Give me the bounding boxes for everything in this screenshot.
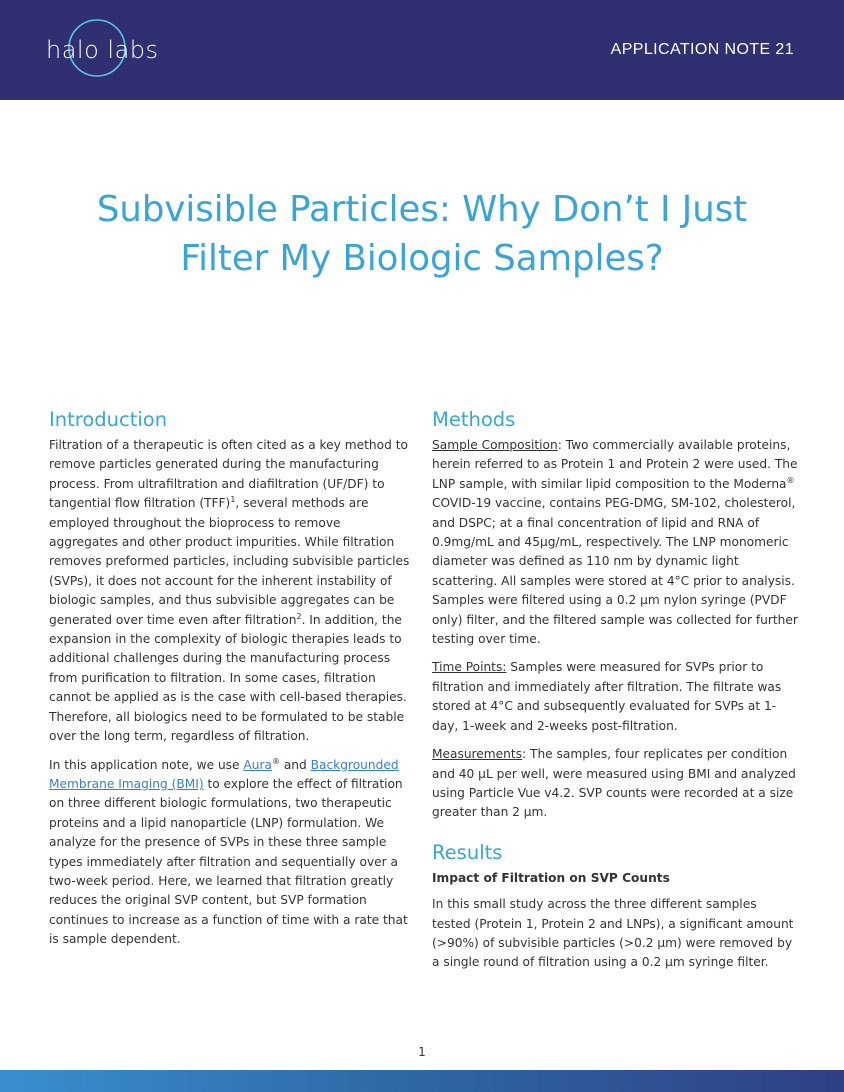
aura-link[interactable]: Aura xyxy=(243,757,272,772)
results-heading: Results xyxy=(432,840,503,864)
page-title xyxy=(40,185,804,283)
time-points-label: Time Points: xyxy=(432,660,507,675)
title-line-2: Filter My Biologic Samples? xyxy=(180,238,664,279)
title-line-1: Subvisible Particles: Why Don’t I Just xyxy=(96,189,748,230)
introduction-heading: Introduction xyxy=(49,408,168,431)
left-column xyxy=(49,406,411,959)
introduction-paragraph-2: In this application note, we use Aura® and Backgrounded Membrane Imaging (BMI) to explore the effect of filtration on three different biologic formulations, two therapeutic proteins and a lipid nanoparticle (LNP) formulation. We analyze for the presence of SVPs in these three sample types immediately after filtration and sequentially over a two-week period. Here, we learned that filtration greatly reduces the original SVP content, but SVP formation continues to increase as a function of time with a rate that is sample dependent. xyxy=(49,756,408,947)
introduction-paragraph-1: Filtration of a therapeutic is often cited as a key method to remove particles generated during the manufacturing process. From ultrafiltration and diafiltration (UF/DF) to tangential flow filtration (TFF)$^1$, several methods are employed throughout the bioprocess to remove aggregates and other product impurities. While filtration removes preformed particles, including subvisible particles (SVPs), it does not account for the inherent instability of biologic samples, and thus subvisible aggregates can be generated over time even after filtration$^2$. In addition, the expansion in the complexity of biologic therapies leads to additional challenges during the manufacturing process from purification to filtration. In some cases, filtration cannot be applied as is the case with cell-based therapies. Therefore, all biologics need to be formulated to be stable over the long term, regardless of filtration. xyxy=(49,438,410,744)
results-subheading: Impact of Filtration on SVP Counts xyxy=(432,870,670,885)
measurements-label: Measurements xyxy=(432,747,523,762)
halo-labs-logo xyxy=(46,18,159,82)
results-paragraph-1: In this small study across the three different samples tested (Protein 1, Protein 2 and LNPs), a significant amount (>90%) of subvisible particles (>0.2 µm) were removed by a single round of filtration using a 0.2 µm syringe filter. xyxy=(432,897,794,970)
right-column xyxy=(432,406,798,982)
footer-bar xyxy=(0,1070,844,1092)
sample-composition-paragraph: Sample Composition: Two commercially available proteins, herein referred to as Protein 1 and Protein 2 were used. The LNP sample, with similar lipid composition to the Moderna® COVID-19 vaccine, contains PEG-DMG, SM-102, cholesterol, and DSPC; at a final concentration of lipid and RNA of 0.9mg/mL and 45µg/mL, respectively. The LNP monomeric diameter was defined as 110 nm by dynamic light scattering. All samples were stored at 4°C prior to analysis. Samples were filtered using a 0.2 µm nylon syringe (PVDF only) filter, and the filtered sample was collected for further testing over time. xyxy=(432,438,798,647)
bmi-link[interactable]: Backgrounded Membrane Imaging (BMI) xyxy=(49,757,399,791)
time-points-paragraph: Time Points: Samples were measured for SVPs prior to filtration and immediately after filtration. The filtrate was stored at 4°C and subsequently evaluated for SVPs at 1-day, 1-week and 2-weeks post-filtration. xyxy=(432,660,782,733)
logo-text: halo labs xyxy=(46,36,159,64)
sample-composition-label: Sample Composition xyxy=(432,438,558,452)
page-number: 1 xyxy=(418,1045,426,1059)
header-bar xyxy=(0,0,844,100)
application-note-label: APPLICATION NOTE 21 xyxy=(610,41,794,58)
methods-heading: Methods xyxy=(432,408,516,431)
measurements-paragraph: Measurements: The samples, four replicates per condition and 40 µL per well, were measured using BMI and analyzed using Particle Vue v4.2. SVP counts were recorded at a size greater than 2 µm. xyxy=(432,747,796,820)
